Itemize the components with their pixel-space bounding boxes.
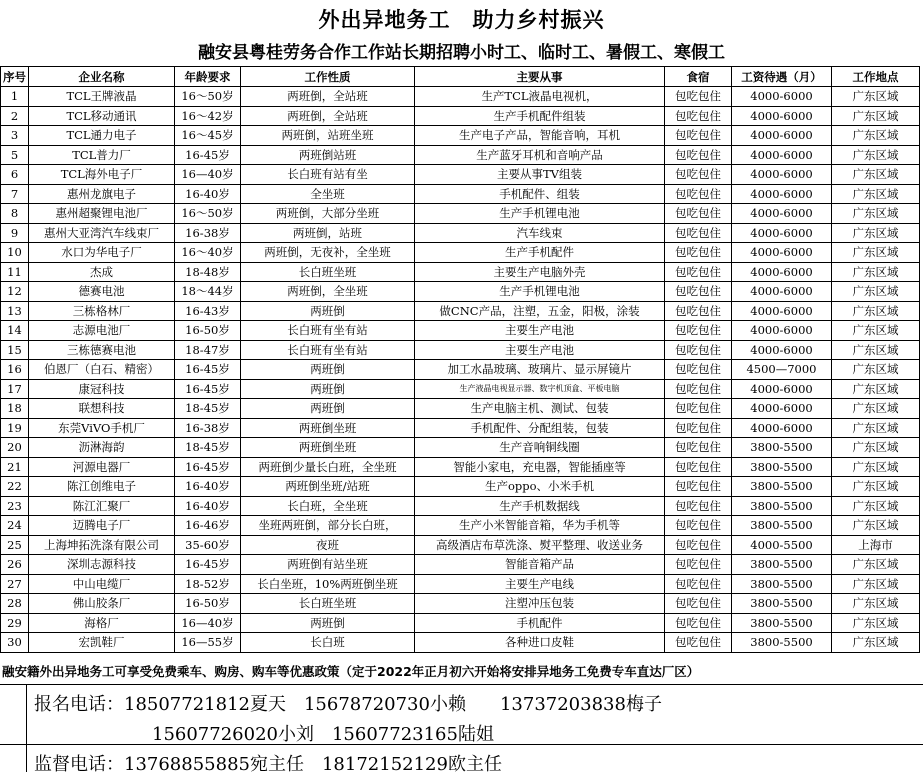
row-number-cell: 11 [1, 262, 29, 282]
salary-cell: 3800-5500 [732, 477, 832, 497]
table-header-row [1, 67, 920, 87]
company-name-cell: 陈江创维电子 [29, 477, 175, 497]
signup-line-1 [34, 690, 662, 716]
column-header: 工资待遇（月） [732, 67, 832, 87]
table-row [1, 438, 920, 458]
board-lodging-cell: 包吃包住 [665, 87, 732, 107]
contact-phone: 18172152129欧主任 [321, 754, 502, 775]
company-name-cell: TCL通力电子 [29, 126, 175, 146]
work-location-cell: 广东区域 [832, 574, 920, 594]
table-row [1, 379, 920, 399]
main-work-cell: 生产手机配件 [415, 243, 665, 263]
main-work-cell: 做CNC产品，注塑，五金，阳极，涂装 [415, 301, 665, 321]
table-row [1, 555, 920, 575]
main-work-cell: 智能小家电，充电器，智能插座等 [415, 457, 665, 477]
contact-phone: 13768855885宛主任 [124, 754, 304, 775]
company-name-cell: 迈腾电子厂 [29, 516, 175, 536]
company-name-cell: 东莞ViVO手机厂 [29, 418, 175, 438]
page-title: 外出异地务工 助力乡村振兴 [318, 8, 605, 32]
board-lodging-cell: 包吃包住 [665, 418, 732, 438]
age-requirement-cell: 16-45岁 [175, 555, 241, 575]
salary-cell: 4000-6000 [732, 243, 832, 263]
main-work-cell: 生产手机数据线 [415, 496, 665, 516]
company-name-cell: 康冠科技 [29, 379, 175, 399]
company-name-cell: 水口为华电子厂 [29, 243, 175, 263]
row-number-cell: 10 [1, 243, 29, 263]
work-type-cell: 两班倒 [241, 360, 415, 380]
work-type-cell: 两班倒，站班坐班 [241, 126, 415, 146]
salary-cell: 4000-6000 [732, 321, 832, 341]
main-work-cell: 生产蓝牙耳机和音响产品 [415, 145, 665, 165]
age-requirement-cell: 18-48岁 [175, 262, 241, 282]
work-type-cell: 两班倒，全站班 [241, 106, 415, 126]
board-lodging-cell: 包吃包住 [665, 262, 732, 282]
work-location-cell: 广东区域 [832, 418, 920, 438]
board-lodging-cell: 包吃包住 [665, 243, 732, 263]
salary-cell: 3800-5500 [732, 496, 832, 516]
row-number-cell: 18 [1, 399, 29, 419]
work-type-cell: 长白班有站有坐 [241, 165, 415, 185]
company-name-cell: 三栋格林厂 [29, 301, 175, 321]
work-location-cell: 广东区域 [832, 204, 920, 224]
row-number-cell: 26 [1, 555, 29, 575]
table-row [1, 106, 920, 126]
main-work-cell: 高级酒店布草洗涤、熨平整理、收送业务 [415, 535, 665, 555]
age-requirement-cell: 16～50岁 [175, 87, 241, 107]
main-work-cell: 主要从事TV组装 [415, 165, 665, 185]
row-number-cell: 27 [1, 574, 29, 594]
salary-cell: 4000-6000 [732, 418, 832, 438]
work-type-cell: 夜班 [241, 535, 415, 555]
table-row [1, 535, 920, 555]
board-lodging-cell: 包吃包住 [665, 594, 732, 614]
work-location-cell: 广东区域 [832, 321, 920, 341]
table-row [1, 594, 920, 614]
age-requirement-cell: 16-45岁 [175, 379, 241, 399]
column-header: 主要从事 [415, 67, 665, 87]
board-lodging-cell: 包吃包住 [665, 457, 732, 477]
salary-cell: 4000-6000 [732, 340, 832, 360]
row-number-cell: 3 [1, 126, 29, 146]
company-name-cell: 中山电缆厂 [29, 574, 175, 594]
main-work-cell: 生产TCL液晶电视机， [415, 87, 665, 107]
row-number-cell: 19 [1, 418, 29, 438]
salary-cell: 3800-5500 [732, 516, 832, 536]
work-location-cell: 广东区域 [832, 87, 920, 107]
supervise-label: 监督电话： [34, 754, 124, 775]
table-body [1, 87, 920, 653]
work-type-cell: 长白班有坐有站 [241, 321, 415, 341]
age-requirement-cell: 18-47岁 [175, 340, 241, 360]
main-work-cell: 各种进口皮鞋 [415, 633, 665, 653]
age-requirement-cell: 16～50岁 [175, 204, 241, 224]
contact-phone: 15607726020小刘 [152, 724, 314, 745]
row-number-cell: 5 [1, 145, 29, 165]
main-work-cell: 主要生产电池 [415, 321, 665, 341]
board-lodging-cell: 包吃包住 [665, 555, 732, 575]
table-row [1, 340, 920, 360]
work-type-cell: 长白班 [241, 633, 415, 653]
page-subtitle: 融安县粤桂劳务合作工作站长期招聘小时工、临时工、暑假工、寒假工 [198, 43, 725, 63]
salary-cell: 4000-6000 [732, 87, 832, 107]
work-type-cell: 两班倒，大部分坐班 [241, 204, 415, 224]
company-name-cell: 惠州龙旗电子 [29, 184, 175, 204]
row-number-cell: 13 [1, 301, 29, 321]
age-requirement-cell: 18-52岁 [175, 574, 241, 594]
table-row [1, 223, 920, 243]
board-lodging-cell: 包吃包住 [665, 633, 732, 653]
salary-cell: 4000-6000 [732, 379, 832, 399]
table-row [1, 262, 920, 282]
jobs-table [0, 66, 920, 653]
policy-note: 融安籍外出异地务工可享受免费乘车、购房、购车等优惠政策（定于2022年正月初六开始将安排异地务工免费专车直达厂区） [2, 664, 700, 679]
table-row [1, 613, 920, 633]
work-location-cell: 广东区域 [832, 613, 920, 633]
work-location-cell: 广东区域 [832, 165, 920, 185]
salary-cell: 4000-6000 [732, 184, 832, 204]
age-requirement-cell: 16-40岁 [175, 477, 241, 497]
age-requirement-cell: 16-40岁 [175, 184, 241, 204]
main-work-cell: 主要生产电脑外壳 [415, 262, 665, 282]
signup-label: 报名电话： [34, 694, 124, 715]
work-location-cell: 广东区域 [832, 594, 920, 614]
board-lodging-cell: 包吃包住 [665, 165, 732, 185]
main-work-cell: 注塑冲压包装 [415, 594, 665, 614]
row-number-cell: 17 [1, 379, 29, 399]
company-name-cell: 宏凯鞋厂 [29, 633, 175, 653]
salary-cell: 3800-5500 [732, 438, 832, 458]
board-lodging-cell: 包吃包住 [665, 574, 732, 594]
salary-cell: 4000-6000 [732, 223, 832, 243]
age-requirement-cell: 16～42岁 [175, 106, 241, 126]
age-requirement-cell: 18-45岁 [175, 399, 241, 419]
table-row [1, 301, 920, 321]
company-name-cell: 深圳志源科技 [29, 555, 175, 575]
work-location-cell: 广东区域 [832, 516, 920, 536]
main-work-cell: 生产液晶电视显示器、数字机顶盒、平板电脑 [415, 379, 665, 399]
work-location-cell: 广东区域 [832, 399, 920, 419]
company-name-cell: 三栋德赛电池 [29, 340, 175, 360]
main-work-cell: 主要生产电池 [415, 340, 665, 360]
board-lodging-cell: 包吃包住 [665, 145, 732, 165]
salary-cell: 4000-6000 [732, 145, 832, 165]
supervise-line [34, 750, 502, 776]
main-work-cell: 手机配件、组装 [415, 184, 665, 204]
salary-cell: 3800-5500 [732, 555, 832, 575]
row-number-cell: 21 [1, 457, 29, 477]
row-number-cell: 16 [1, 360, 29, 380]
work-location-cell: 广东区域 [832, 243, 920, 263]
age-requirement-cell: 16-46岁 [175, 516, 241, 536]
board-lodging-cell: 包吃包住 [665, 282, 732, 302]
age-requirement-cell: 16-38岁 [175, 418, 241, 438]
row-number-cell: 24 [1, 516, 29, 536]
company-name-cell: 联想科技 [29, 399, 175, 419]
salary-cell: 4000-6000 [732, 165, 832, 185]
work-location-cell: 广东区域 [832, 379, 920, 399]
company-name-cell: 杰成 [29, 262, 175, 282]
work-location-cell: 广东区域 [832, 457, 920, 477]
work-location-cell: 广东区域 [832, 340, 920, 360]
contact-block [0, 684, 923, 775]
main-work-cell: 手机配件、分配组装，包装 [415, 418, 665, 438]
table-row [1, 477, 920, 497]
work-type-cell: 两班倒 [241, 613, 415, 633]
board-lodging-cell: 包吃包住 [665, 340, 732, 360]
salary-cell: 4000-5500 [732, 535, 832, 555]
row-number-cell: 8 [1, 204, 29, 224]
work-location-cell: 广东区域 [832, 633, 920, 653]
salary-cell: 4000-6000 [732, 126, 832, 146]
board-lodging-cell: 包吃包住 [665, 223, 732, 243]
contact-phone: 13737203838梅子 [499, 694, 662, 715]
company-name-cell: 伯恩厂（白石、精密） [29, 360, 175, 380]
table-row [1, 145, 920, 165]
work-location-cell: 广东区域 [832, 126, 920, 146]
work-location-cell: 广东区域 [832, 496, 920, 516]
board-lodging-cell: 包吃包住 [665, 126, 732, 146]
work-type-cell: 坐班两班倒，部分长白班， [241, 516, 415, 536]
row-number-cell: 30 [1, 633, 29, 653]
board-lodging-cell: 包吃包住 [665, 379, 732, 399]
work-type-cell: 两班倒，无夜补，全坐班 [241, 243, 415, 263]
table-row [1, 282, 920, 302]
column-header: 食宿 [665, 67, 732, 87]
work-type-cell: 长白班坐班 [241, 594, 415, 614]
table-row [1, 496, 920, 516]
main-work-cell: 智能音箱产品 [415, 555, 665, 575]
column-header: 企业名称 [29, 67, 175, 87]
work-location-cell: 广东区域 [832, 282, 920, 302]
board-lodging-cell: 包吃包住 [665, 204, 732, 224]
age-requirement-cell: 16—40岁 [175, 165, 241, 185]
age-requirement-cell: 16—40岁 [175, 613, 241, 633]
board-lodging-cell: 包吃包住 [665, 106, 732, 126]
row-number-cell: 29 [1, 613, 29, 633]
company-name-cell: 惠州超聚锂电池厂 [29, 204, 175, 224]
table-row [1, 457, 920, 477]
row-number-cell: 23 [1, 496, 29, 516]
age-requirement-cell: 16-50岁 [175, 594, 241, 614]
work-type-cell: 两班倒少量长白班，全坐班 [241, 457, 415, 477]
main-work-cell: 生产音响铜线圈 [415, 438, 665, 458]
contact-phone: 15607723165陆姐 [331, 724, 494, 745]
board-lodging-cell: 包吃包住 [665, 399, 732, 419]
salary-cell: 3800-5500 [732, 613, 832, 633]
age-requirement-cell: 18～44岁 [175, 282, 241, 302]
work-type-cell: 两班倒有站坐班 [241, 555, 415, 575]
board-lodging-cell: 包吃包住 [665, 496, 732, 516]
main-work-cell: 生产手机配件组装 [415, 106, 665, 126]
work-location-cell: 广东区域 [832, 145, 920, 165]
work-type-cell: 两班倒，全坐班 [241, 282, 415, 302]
salary-cell: 4000-6000 [732, 204, 832, 224]
main-work-cell: 加工水晶玻璃、玻璃片、显示屏镜片 [415, 360, 665, 380]
salary-cell: 3800-5500 [732, 633, 832, 653]
board-lodging-cell: 包吃包住 [665, 613, 732, 633]
company-name-cell: 陈江汇聚厂 [29, 496, 175, 516]
row-number-cell: 22 [1, 477, 29, 497]
company-name-cell: TCL王牌液晶 [29, 87, 175, 107]
salary-cell: 4500—7000 [732, 360, 832, 380]
company-name-cell: TCL海外电子厂 [29, 165, 175, 185]
company-name-cell: 海格厂 [29, 613, 175, 633]
contact-phone: 18507721812夏天 [124, 694, 286, 715]
work-location-cell: 广东区域 [832, 438, 920, 458]
salary-cell: 4000-6000 [732, 399, 832, 419]
age-requirement-cell: 16-40岁 [175, 496, 241, 516]
row-number-cell: 14 [1, 321, 29, 341]
company-name-cell: 上海坤拓洗涤有限公司 [29, 535, 175, 555]
table-row [1, 516, 920, 536]
table-row [1, 87, 920, 107]
salary-cell: 3800-5500 [732, 594, 832, 614]
board-lodging-cell: 包吃包住 [665, 321, 732, 341]
work-type-cell: 两班倒坐班 [241, 418, 415, 438]
company-name-cell: 佛山胶条厂 [29, 594, 175, 614]
work-location-cell: 上海市 [832, 535, 920, 555]
row-number-cell: 9 [1, 223, 29, 243]
work-type-cell: 长白班，全坐班 [241, 496, 415, 516]
table-row [1, 165, 920, 185]
table-row [1, 399, 920, 419]
main-work-cell: 生产小米智能音箱，华为手机等 [415, 516, 665, 536]
board-lodging-cell: 包吃包住 [665, 360, 732, 380]
age-requirement-cell: 35-60岁 [175, 535, 241, 555]
row-number-cell: 28 [1, 594, 29, 614]
age-requirement-cell: 16～40岁 [175, 243, 241, 263]
work-type-cell: 长白班坐班 [241, 262, 415, 282]
age-requirement-cell: 16-43岁 [175, 301, 241, 321]
salary-cell: 3800-5500 [732, 457, 832, 477]
board-lodging-cell: 包吃包住 [665, 184, 732, 204]
contact-phone: 15678720730小赖 [303, 694, 466, 715]
table-row [1, 184, 920, 204]
work-location-cell: 广东区域 [832, 106, 920, 126]
row-number-cell: 15 [1, 340, 29, 360]
company-name-cell: 沥淋海韵 [29, 438, 175, 458]
table-row [1, 243, 920, 263]
row-number-cell: 25 [1, 535, 29, 555]
company-name-cell: 河源电器厂 [29, 457, 175, 477]
age-requirement-cell: 16—55岁 [175, 633, 241, 653]
work-type-cell: 两班倒，全站班 [241, 87, 415, 107]
table-row [1, 418, 920, 438]
row-number-cell: 1 [1, 87, 29, 107]
main-work-cell: 生产手机锂电池 [415, 282, 665, 302]
main-work-cell: 汽车线束 [415, 223, 665, 243]
age-requirement-cell: 16-45岁 [175, 360, 241, 380]
age-requirement-cell: 16-50岁 [175, 321, 241, 341]
column-header: 工作性质 [241, 67, 415, 87]
column-header: 年龄要求 [175, 67, 241, 87]
work-location-cell: 广东区域 [832, 184, 920, 204]
salary-cell: 4000-6000 [732, 106, 832, 126]
board-lodging-cell: 包吃包住 [665, 477, 732, 497]
salary-cell: 4000-6000 [732, 262, 832, 282]
work-type-cell: 长白坐班，10%两班倒坐班 [241, 574, 415, 594]
table-row [1, 321, 920, 341]
work-location-cell: 广东区域 [832, 555, 920, 575]
work-type-cell: 长白班有坐有站 [241, 340, 415, 360]
main-work-cell: 生产电脑主机、测试、包装 [415, 399, 665, 419]
work-location-cell: 广东区域 [832, 301, 920, 321]
board-lodging-cell: 包吃包住 [665, 301, 732, 321]
company-name-cell: TCL普力厂 [29, 145, 175, 165]
salary-cell: 4000-6000 [732, 301, 832, 321]
row-number-cell: 20 [1, 438, 29, 458]
column-header: 工作地点 [832, 67, 920, 87]
main-work-cell: 生产手机锂电池 [415, 204, 665, 224]
table-row [1, 633, 920, 653]
work-type-cell: 两班倒，站班 [241, 223, 415, 243]
age-requirement-cell: 16～45岁 [175, 126, 241, 146]
age-requirement-cell: 16-45岁 [175, 457, 241, 477]
age-requirement-cell: 16-45岁 [175, 145, 241, 165]
main-work-cell: 主要生产电线 [415, 574, 665, 594]
row-number-cell: 2 [1, 106, 29, 126]
table-row [1, 574, 920, 594]
signup-line-2 [152, 720, 494, 746]
company-name-cell: TCL移动通讯 [29, 106, 175, 126]
main-work-cell: 手机配件 [415, 613, 665, 633]
work-location-cell: 广东区域 [832, 477, 920, 497]
board-lodging-cell: 包吃包住 [665, 535, 732, 555]
work-type-cell: 两班倒坐班/站班 [241, 477, 415, 497]
company-name-cell: 德赛电池 [29, 282, 175, 302]
salary-cell: 3800-5500 [732, 574, 832, 594]
board-lodging-cell: 包吃包住 [665, 438, 732, 458]
work-type-cell: 两班倒站班 [241, 145, 415, 165]
column-header: 序号 [1, 67, 29, 87]
row-number-cell: 12 [1, 282, 29, 302]
age-requirement-cell: 18-45岁 [175, 438, 241, 458]
work-location-cell: 广东区域 [832, 262, 920, 282]
board-lodging-cell: 包吃包住 [665, 516, 732, 536]
work-type-cell: 两班倒 [241, 379, 415, 399]
table-row [1, 204, 920, 224]
work-location-cell: 广东区域 [832, 223, 920, 243]
table-row [1, 360, 920, 380]
salary-cell: 4000-6000 [732, 282, 832, 302]
work-location-cell: 广东区域 [832, 360, 920, 380]
work-type-cell: 全坐班 [241, 184, 415, 204]
table-row [1, 126, 920, 146]
row-number-cell: 7 [1, 184, 29, 204]
main-work-cell: 生产电子产品，智能音响，耳机 [415, 126, 665, 146]
age-requirement-cell: 16-38岁 [175, 223, 241, 243]
company-name-cell: 惠州大亚湾汽车线束厂 [29, 223, 175, 243]
work-type-cell: 两班倒 [241, 399, 415, 419]
row-number-cell: 6 [1, 165, 29, 185]
main-work-cell: 生产oppo、小米手机 [415, 477, 665, 497]
work-type-cell: 两班倒坐班 [241, 438, 415, 458]
work-type-cell: 两班倒 [241, 301, 415, 321]
company-name-cell: 志源电池厂 [29, 321, 175, 341]
